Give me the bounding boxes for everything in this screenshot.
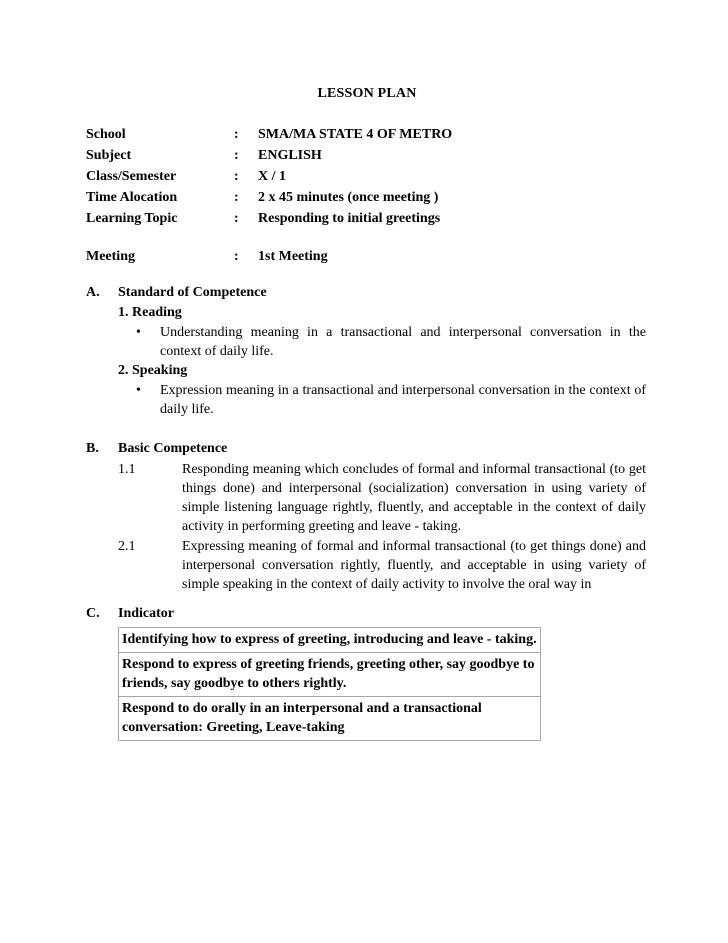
speaking-heading: 2. Speaking	[118, 363, 188, 378]
competence-item	[118, 537, 646, 594]
section-heading	[86, 603, 646, 624]
info-label: Meeting	[86, 249, 135, 264]
competence-item	[118, 460, 646, 536]
section-title: Basic Competence	[118, 441, 228, 456]
table-row	[119, 653, 541, 697]
info-value: 2 x 45 minutes (once meeting )	[258, 190, 439, 205]
reading-heading: 1. Reading	[118, 305, 182, 320]
table-row	[119, 697, 541, 741]
info-colon: :	[234, 148, 239, 163]
info-row-class-semester	[86, 166, 646, 187]
indicator-table	[118, 627, 541, 741]
info-value: ENGLISH	[258, 148, 322, 163]
table-row	[119, 628, 541, 653]
section-title: Standard of Competence	[118, 285, 267, 300]
list-item	[136, 381, 646, 419]
competence-text: Responding meaning which concludes of formal and informal transactional (to get things done) and interpersonal (socialization) conversation in using variety of simple listening language rightly, fluently, and acceptable in the context of daily activity in performing greeting and leave - taking.	[182, 462, 646, 534]
info-row-school	[86, 124, 646, 145]
info-value: 1st Meeting	[258, 249, 328, 264]
info-colon: :	[234, 211, 239, 226]
info-row-time-alocation	[86, 187, 646, 208]
info-value: SMA/MA STATE 4 OF METRO	[258, 127, 453, 142]
info-label: Learning Topic	[86, 211, 178, 226]
indicator-cell: Identifying how to express of greeting, introducing and leave - taking.	[119, 628, 541, 653]
section-basic-competence	[86, 438, 646, 594]
info-row-subject	[86, 145, 646, 166]
competence-number: 1.1	[118, 462, 136, 477]
section-indicator	[86, 603, 646, 741]
competence-text: Expressing meaning of formal and informal transactional (to get things done) and interpersonal conversation rightly, fluently, and acceptable in using variety of simple speaking in the context of daily activity to involve the oral way in	[182, 539, 646, 592]
info-value: X / 1	[258, 169, 286, 184]
info-label: Subject	[86, 148, 132, 163]
section-title: Indicator	[118, 606, 174, 621]
info-row-meeting	[86, 246, 646, 267]
competence-number: 2.1	[118, 539, 136, 554]
section-letter: C.	[86, 606, 100, 621]
info-label: Class/Semester	[86, 169, 177, 184]
page-title	[0, 86, 728, 102]
list-item	[136, 323, 646, 361]
indicator-cell: Respond to express of greeting friends, greeting other, say goodbye to friends, say goodbye to others rightly.	[119, 653, 541, 697]
page-title-text: LESSON PLAN	[317, 86, 417, 101]
bullet-text: Expression meaning in a transactional and interpersonal conversation in the context of daily life.	[160, 383, 646, 417]
info-row-learning-topic	[86, 208, 646, 229]
info-colon: :	[234, 127, 239, 142]
section-standard-of-competence	[86, 282, 646, 419]
section-letter: A.	[86, 285, 100, 300]
info-value: Responding to initial greetings	[258, 211, 441, 226]
info-table	[86, 124, 646, 267]
section-heading	[86, 282, 646, 303]
info-colon: :	[234, 169, 239, 184]
info-label: Time Alocation	[86, 190, 178, 205]
info-colon: :	[234, 249, 239, 264]
bullet-text: Understanding meaning in a transactional and interpersonal conversation in the context of daily life.	[160, 325, 646, 359]
indicator-cell: Respond to do orally in an interpersonal and a transactional conversation: Greeting, Leave-taking	[119, 697, 541, 741]
info-label: School	[86, 127, 126, 142]
info-colon: :	[234, 190, 239, 205]
bullet-icon: •	[136, 383, 141, 398]
bullet-icon: •	[136, 325, 141, 340]
section-heading	[86, 438, 646, 459]
section-letter: B.	[86, 441, 99, 456]
